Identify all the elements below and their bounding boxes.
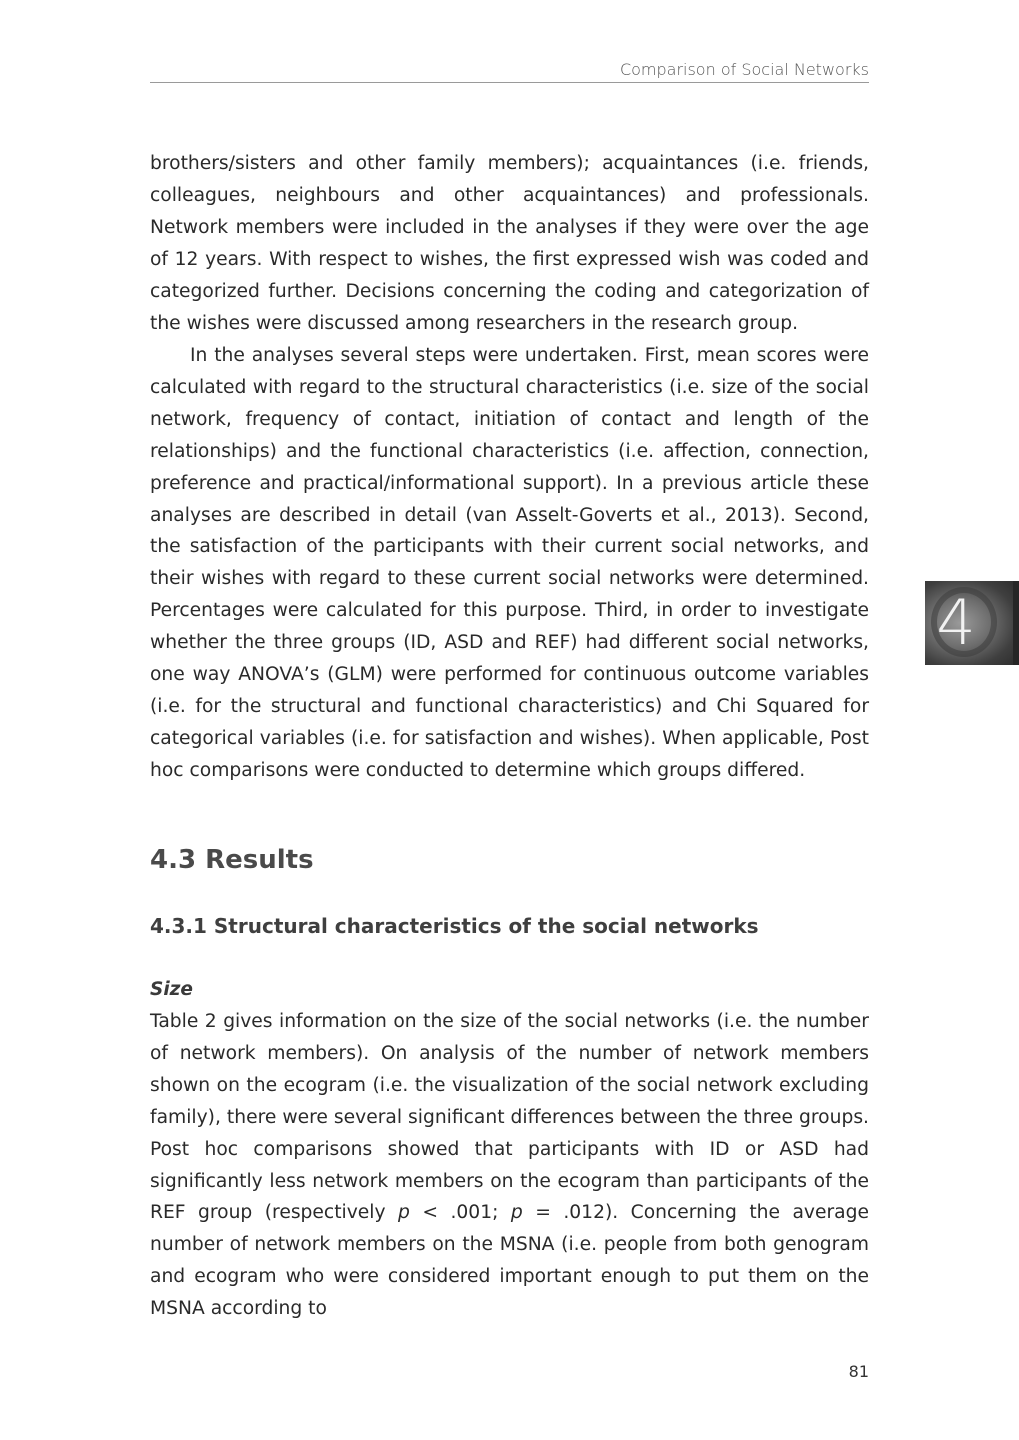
text-segment: = .012). Concerning the average number of network members on the MSNA (i.e. people from both genogram and ecogram who were considered important enough to put them on the MSNA according to: [150, 1202, 869, 1320]
paragraph-text: brothers/sisters and other family members); acquaintances (i.e. friends, colleagues, neighbours and other acquaintances) and professionals. Network members were included in the analyses if they were over the age of 12 years. With respect to wishes, the first expressed wish was coded and categorized further. Decisions concerning the coding and categorization of the wishes were discussed among researchers in the research group.: [150, 153, 869, 334]
paragraph-text: In the analyses several steps were undertaken. First, mean scores were calculated with regard to the structural characteristics (i.e. size of the social network, frequency of contact, initiation of contact and length of the relationships) and the functional characteristics (i.e. affection, connection, preference and practical/informational support). In a previous article these analyses are described in detail (van Asselt-Goverts et al., 2013). Second, the satisfaction of the participants with their current social networks, and their wishes with regard to these current social networks were determined. Percentages were calculated for this purpose. Third, in order to investigate whether the three groups (ID, ASD and REF) had different social networks, one way ANOVA’s (GLM) were performed for continuous outcome variables (i.e. for the structural and functional characteristics) and Chi Squared for categorical variables (i.e. for satisfaction and wishes). When applicable, Post hoc comparisons were conducted to determine which groups differed.: [150, 345, 869, 781]
text-segment: Table 2 gives information on the size of the social networks (i.e. the number of network members). On analysis of the number of network members shown on the ecogram (i.e. the visualization of the social network excluding family), there were several significant differences between the three groups. Post hoc comparisons showed that participants with ID or ASD had significantly less network members on the ecogram than participants of the REF group (respectively: [150, 1011, 869, 1224]
p-value-symbol: p: [398, 1202, 410, 1224]
chapter-tab: [925, 581, 1019, 665]
section-heading-results: 4.3 Results: [150, 845, 314, 875]
running-head: [150, 58, 869, 83]
p-value-symbol: p: [510, 1202, 523, 1224]
running-head-title: Comparison of Social Networks: [619, 60, 869, 79]
paragraph-text: [150, 1006, 869, 1325]
paragraph-analysis-steps: [150, 340, 869, 787]
paragraph-continuation: [150, 148, 869, 339]
run-in-heading-size: Size: [150, 979, 193, 1000]
text-segment: < .001;: [409, 1202, 511, 1224]
chapter-number: 4: [936, 586, 976, 659]
paragraph-size: [150, 1006, 869, 1325]
subsection-heading-structural: 4.3.1 Structural characteristics of the social networks: [150, 914, 759, 938]
page-number: 81: [848, 1362, 869, 1381]
